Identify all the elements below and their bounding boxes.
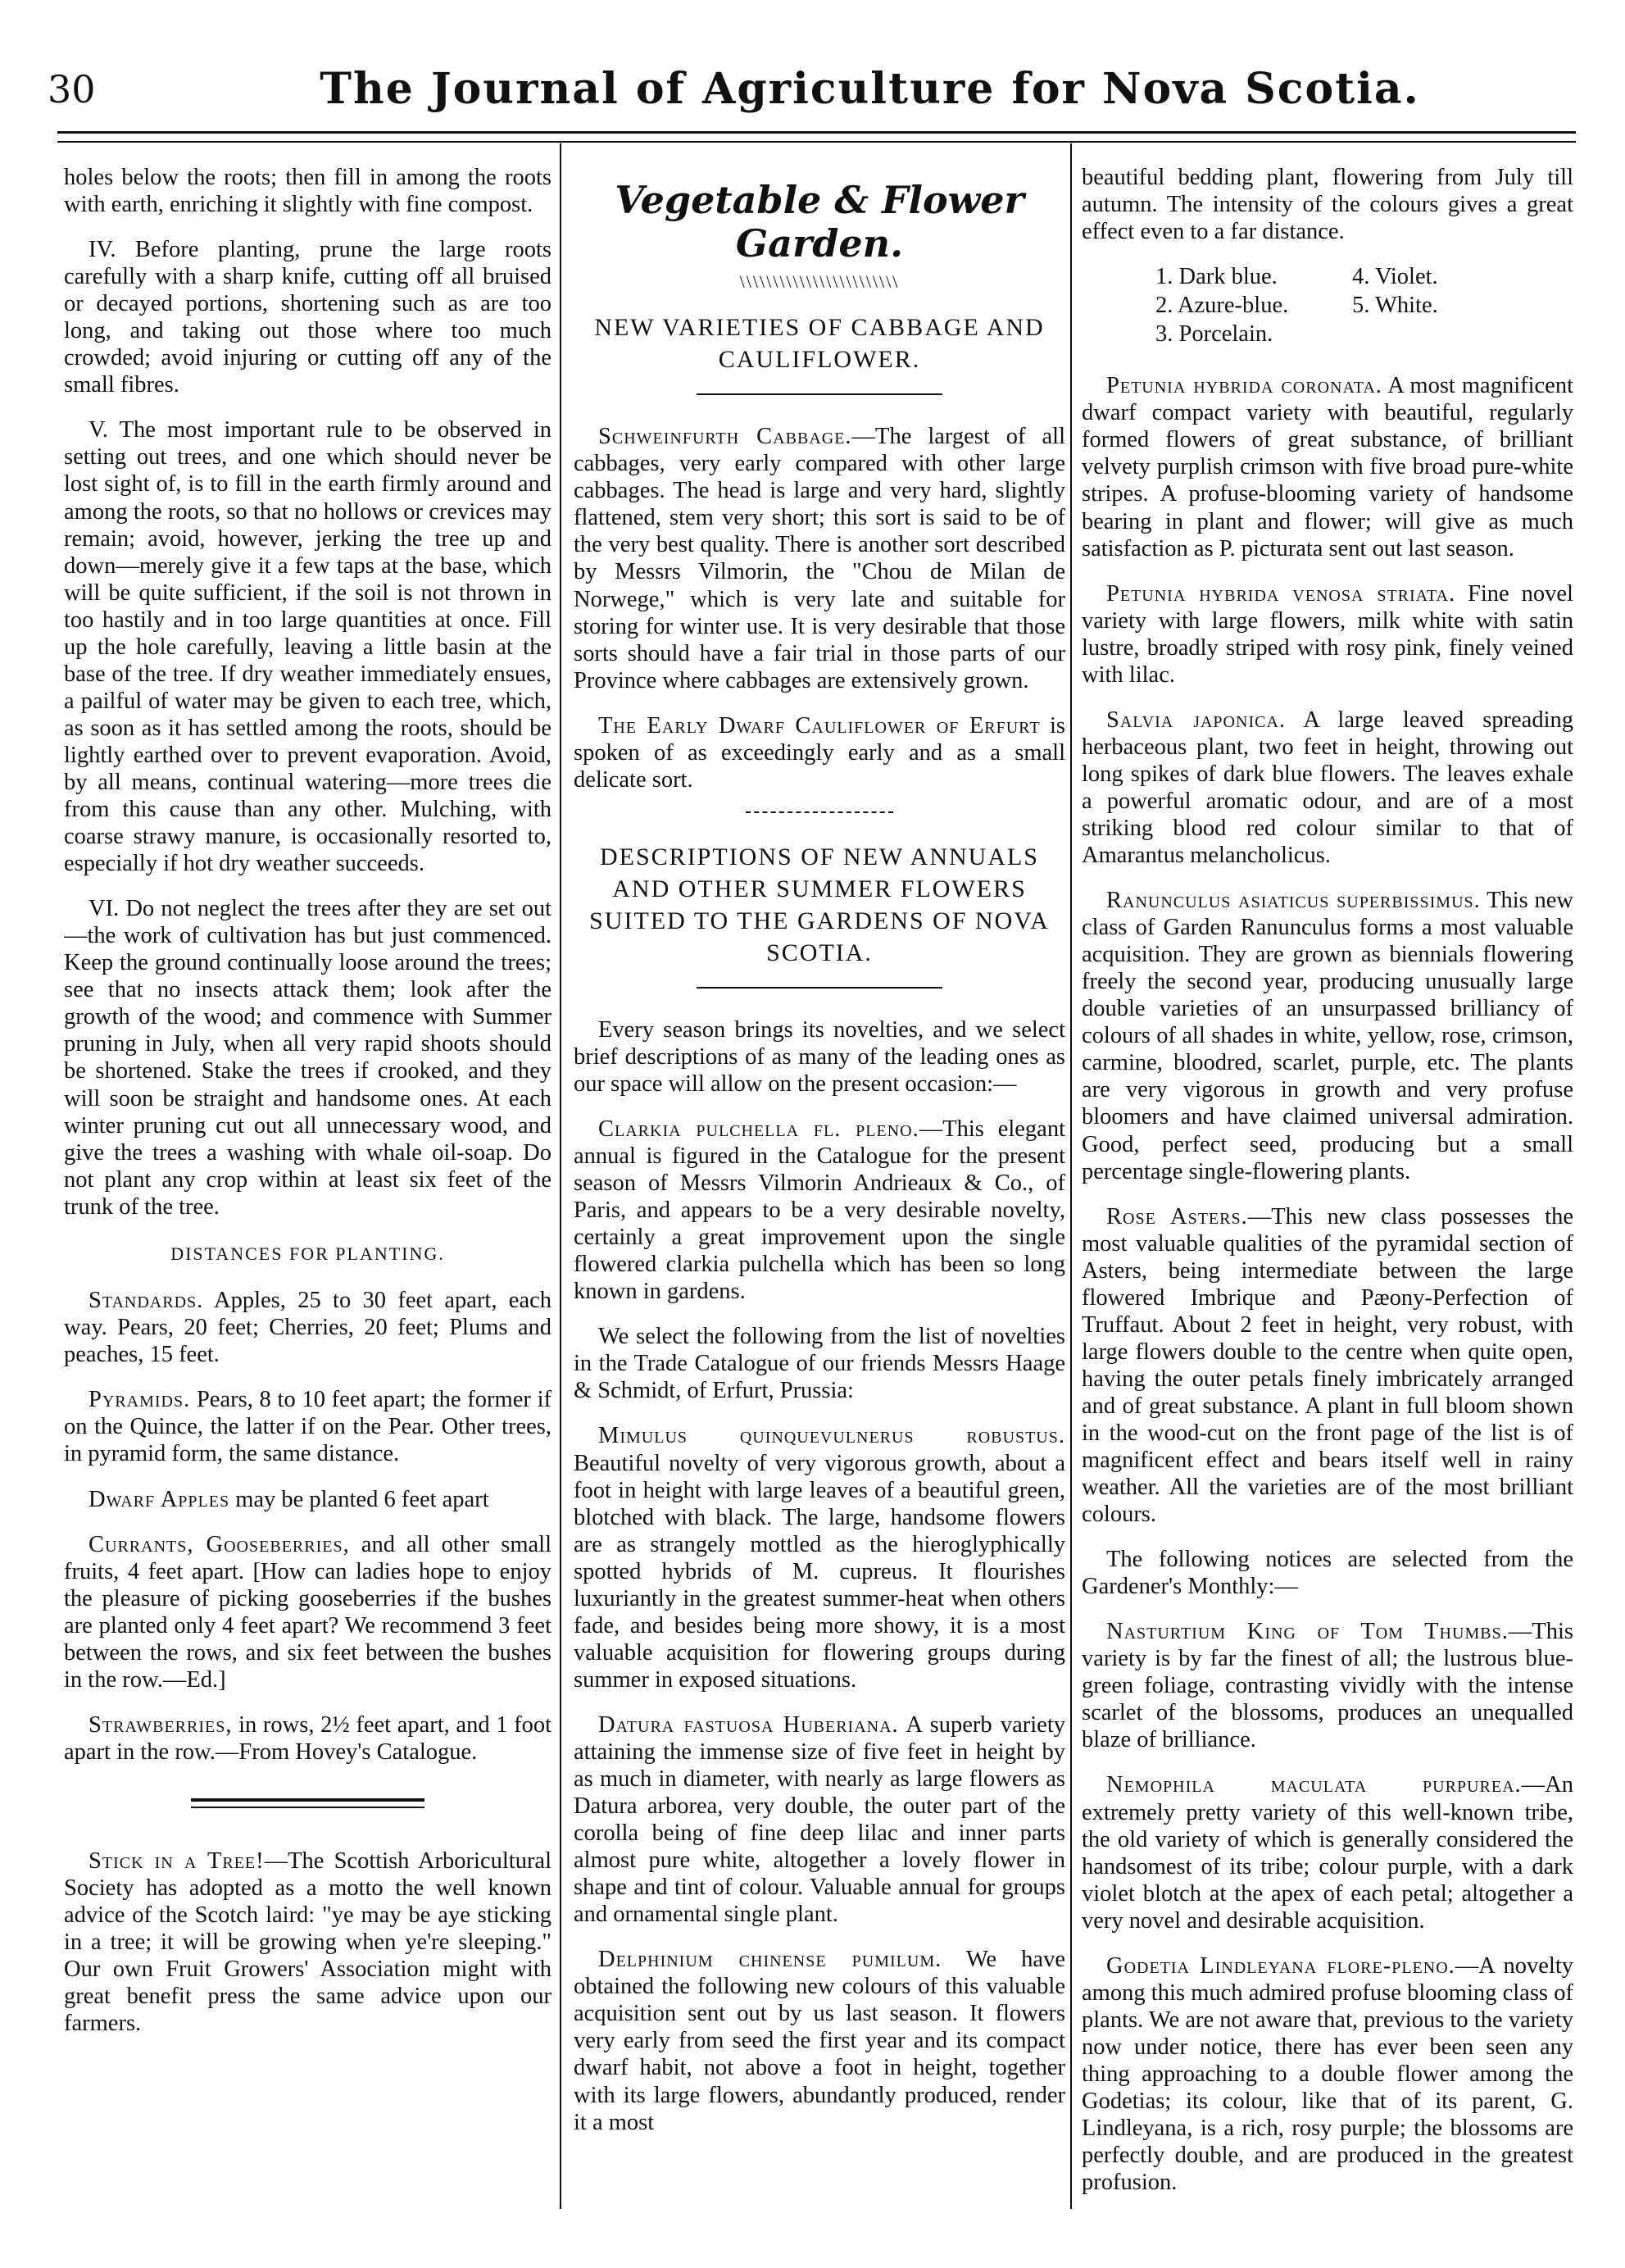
short-rule bbox=[697, 987, 942, 989]
run-in-heading: Clarkia pulchella fl. pleno. bbox=[598, 1116, 919, 1142]
colour-list bbox=[1155, 263, 1549, 348]
list-item: 2. Azure-blue. bbox=[1155, 293, 1289, 319]
column-right bbox=[1082, 164, 1573, 2197]
paragraph-stick-in-a-tree bbox=[64, 1848, 552, 2037]
paragraph-text: Pears, 8 to 10 feet apart; the former if on the Quince, the latter if on the Pear. Other trees, in pyramid form, the same distance. bbox=[64, 1387, 552, 1467]
paragraph: Every season brings its novelties, and we select brief descriptions of as many of the leading ones as our space will allow on the present occasion:— bbox=[574, 1016, 1065, 1097]
paragraph-text: is spoken of as exceedingly early and as a small delicate sort. bbox=[574, 712, 1065, 793]
run-in-heading: Nasturtium King of Tom Thumbs. bbox=[1106, 1619, 1509, 1645]
paragraph-text: A superb variety attaining the immense size of five feet in height by as much in diameter, with nearly as large flowers as Datura arborea, very double, the outer part of the corolla being of fine deep lilac and inner parts almost pure white, altogether a lovely flower in shape and tint of colour. Valuable annual for groups and ornamental single plant. bbox=[574, 1711, 1065, 1928]
paragraph: V. The most important rule to be observed in setting out trees, and one which should never be lost sight of, is to fill in the earth firmly around and among the roots, so that no hollows or crevices may remain; avoid, however, jerking the tree up and down—merely give it a few taps at the base, which will be quite sufficient, if the soil is not thrown in too hastily and in too large quantities at once. Fill up the hole carefully, leaving a little basin at the base of the tree. If dry weather immediately ensues, a pailful of water may be given to each tree, which, as soon as it has settled among the roots, should be lightly earthed over to prevent evaporation. Avoid, by all means, continual watering—more trees die from this cause than any other. Mulching, with coarse strawy manure, is occasionally resorted to, especially if hot dry weather succeeds. bbox=[64, 417, 552, 877]
paragraph-rose-asters bbox=[1082, 1203, 1573, 1529]
paragraph-petunia-venosa bbox=[1082, 580, 1573, 689]
paragraph-text: Beautiful novelty of very vigorous growth, about a foot in height with large leaves of a beautiful green, blotched with black. The large, handsome flowers are as strangely mottled as the hieroglyphically spotted hybrids of M. cupreus. It flourishes luxuriantly in the greatest summer-heat when others fade, and besides being more showy, it is a most valuable acquisition for flowering groups during summer in exposed situations. bbox=[574, 1450, 1065, 1693]
column-middle bbox=[574, 164, 1065, 2197]
paragraph-text: —The largest of all cabbages, very early compared with other large cabbages. The head is large and very hard, slightly flattened, stem very short; this sort is said to be of the very best quality. There is another sort described by Messrs Vilmorin, the "Chou de Milan de Norwege," which is very late and suitable for storing for winter use. It is very desirable that those sorts should have a fair trial in those parts of our Province where cabbages are extensively grown. bbox=[574, 424, 1065, 693]
column-left bbox=[64, 164, 552, 2197]
paragraph-cabbage bbox=[574, 423, 1065, 693]
run-in-heading: Salvia japonica. bbox=[1106, 707, 1287, 733]
paragraph-text: —The Scottish Arboricultural Society has adopted as a motto the well known advice of the Scotch laird: "ye may be aye sticking in a tree; it will be growing when ye're sleeping." Our own Fruit Growers' Association might with great benefit press the same advice upon our farmers. bbox=[64, 1848, 552, 2037]
paragraph-cauliflower bbox=[574, 712, 1065, 793]
run-in-heading: Standards. bbox=[89, 1288, 204, 1314]
section-title: Vegetable & Flower Garden. bbox=[615, 178, 1024, 266]
paragraph-godetia bbox=[1082, 1952, 1573, 2196]
paragraph: The following notices are selected from the Gardener's Monthly:— bbox=[1082, 1547, 1573, 1600]
run-in-heading: Petunia hybrida coronata. bbox=[1106, 373, 1382, 399]
paragraph-text: —This new class possesses the most valuable qualities of the pyramidal section of Asters, being intermediate between the large flowered Imbrique and Pæony-Perfection of Truffaut. About 2 feet in height, very robust, with large flowers double to the centre when quite open, having the outer petals finely imbricately arranged and of great substance. A plant in full bloom shown in the wood-cut on the front page of the list is of magnificent effect and bears itself well in rainy weather. All the varieties are of the most brilliant colours. bbox=[1082, 1203, 1573, 1528]
run-in-heading: Dwarf Apples bbox=[89, 1486, 230, 1512]
run-in-heading: Mimulus quinquevulnerus robustus. bbox=[598, 1423, 1065, 1449]
run-in-heading: Godetia Lindleyana flore-pleno. bbox=[1106, 1952, 1455, 1979]
list-item: 4. Violet. bbox=[1352, 264, 1438, 290]
article-heading: NEW VARIETIES OF CABBAGE AND CAULIFLOWER. bbox=[594, 314, 1045, 374]
list-item: 3. Porcelain. bbox=[1155, 321, 1273, 348]
paragraph: We select the following from the list of novelties in the Trade Catalogue of our friends Messrs Haage & Schmidt, of Erfurt, Prussia: bbox=[574, 1324, 1065, 1404]
header-rule-thin bbox=[57, 141, 1576, 143]
paragraph-dwarf-apples bbox=[64, 1486, 552, 1513]
run-in-heading: Schweinfurth Cabbage. bbox=[598, 424, 852, 450]
paragraph-text: Apples, 25 to 30 feet apart, each way. Pears, 20 feet; Cherries, 20 feet; Plums and peaches, 15 feet. bbox=[64, 1288, 552, 1368]
column-divider bbox=[560, 143, 561, 2209]
subheading-distances: DISTANCES FOR PLANTING. bbox=[170, 1243, 445, 1264]
paragraph-text: may be planted 6 feet apart bbox=[229, 1486, 489, 1512]
paragraph-strawberries bbox=[64, 1711, 552, 1766]
run-in-heading: Delphinium chinense pumilum. bbox=[598, 1947, 942, 1973]
paragraph-mimulus bbox=[574, 1422, 1065, 1693]
paragraph: VI. Do not neglect the trees after they are set out—the work of cultivation has but just commenced. Keep the ground continually loose around the trees; see that no insects attack them; look after the growth of the wood; and commence with Summer pruning in July, when all very rapid shoots should be shortened. Stake the trees if crooked, and they will soon be straight and handsome ones. At each winter pruning cut out all unnecessary wood, and give the trees a washing with whale oil-soap. Do not plant any crop within at least six feet of the trunk of the tree. bbox=[64, 896, 552, 1220]
paragraph-text: We have obtained the following new colours of this valuable acquisition sent out by us last season. It flowers very early from seed the first year and its compact dwarf habit, not above a foot in height, together with its large flowers, abundantly produced, render it a most bbox=[574, 1947, 1065, 2135]
paragraph-pyramids bbox=[64, 1386, 552, 1467]
paragraph-text: This new class of Garden Ranunculus forms a most valuable acquisition. They are grown as biennials flowering freely the second year, producing unusually large double varieties of an unsurpassed brilliancy of colours of all shades in white, yellow, rose, crimson, carmine, bloodred, scarlet, purple, etc. The plants are very vigorous in growth and very profuse bloomers and have claimed universal admiration. Good, perfect seed, producing but a small percentage single-flowering plants. bbox=[1082, 888, 1573, 1184]
run-in-heading: Nemophila maculata purpurea. bbox=[1106, 1772, 1522, 1798]
paragraph-text: and all other small fruits, 4 feet apart. [How can ladies hope to enjoy the pleasure of picking gooseberries if the bushes are planted only 4 feet apart? We recommend 3 feet between the rows, and six feet between the bushes in the row.—Ed.] bbox=[64, 1531, 552, 1693]
section-rule bbox=[191, 1798, 425, 1808]
list-item: 5. White. bbox=[1352, 293, 1438, 319]
paragraph-delphinium bbox=[574, 1946, 1065, 2135]
page-number: 30 bbox=[48, 67, 96, 111]
paragraph: IV. Before planting, prune the large roots carefully with a sharp knife, cutting off all bruised or decayed portions, shortening such as are too long, and taking out those where too much crowded; avoid injuring or cutting off any of the small fibres. bbox=[64, 237, 552, 398]
paragraph: holes below the roots; then fill in among the roots with earth, enriching it slightly with fine compost. bbox=[64, 165, 552, 218]
run-in-heading: Pyramids. bbox=[89, 1387, 191, 1413]
paragraph-text: —An extremely pretty variety of this well-known tribe, the old variety of which is generally considered the handsomest of its tribe; colour purple, with a dark violet blotch at the apex of each petal; altogether a very novel and desirable acquisition. bbox=[1082, 1772, 1573, 1934]
paragraph-text: Fine novel variety with large flowers, milk white with satin lustre, broadly striped with rosy pink, finely veined with lilac. bbox=[1082, 580, 1573, 688]
paragraph-ranunculus bbox=[1082, 887, 1573, 1185]
run-in-heading: The Early Dwarf Cauliflower of Erfurt bbox=[598, 712, 1041, 739]
paragraph-text: —This variety is by far the finest of all; the lustrous blue-green foliage, contrasting vividly with the intense scarlet of the blossoms, produces an unequalled blaze of brilliance. bbox=[1082, 1619, 1573, 1753]
column-divider bbox=[1070, 143, 1072, 2209]
ornamental-rule: \\\\\\\\\\\\\\\\\\\\\\\\ bbox=[739, 270, 900, 292]
run-in-heading: Rose Asters. bbox=[1106, 1203, 1248, 1229]
run-in-heading: Ranunculus asiaticus superbissimus. bbox=[1106, 888, 1481, 914]
paragraph-text: —This elegant annual is figured in the Catalogue for the present season of Messrs Vilmorin Andrieaux & Co., of Paris, and appears to be a very desirable novelty, certainly a great improvement upon the single flowered clarkia pulchella which has been so long known in gardens. bbox=[574, 1116, 1065, 1305]
journal-title: The Journal of Agriculture for Nova Scotia. bbox=[320, 64, 1420, 114]
dashed-rule bbox=[746, 811, 893, 813]
paragraph-text: A most magnificent dwarf compact variety with beautiful, regularly formed flowers of great substance, of brilliant velvety purplish crimson with five broad pure-white stripes. A profuse-blooming variety of handsome bearing in plant and flower; will give as much satisfaction as P. picturata sent out last season. bbox=[1082, 373, 1573, 561]
paragraph-nemophila bbox=[1082, 1771, 1573, 1934]
paragraph-petunia-coronata bbox=[1082, 372, 1573, 561]
run-in-heading: Petunia hybrida venosa striata. bbox=[1106, 580, 1456, 607]
article-heading: DESCRIPTIONS OF NEW ANNUALS AND OTHER SUMMER FLOWERS SUITED TO THE GARDENS OF NOVA SCOTIA. bbox=[589, 843, 1050, 966]
run-in-heading: Stick in a Tree! bbox=[89, 1848, 265, 1874]
paragraph-datura bbox=[574, 1711, 1065, 1928]
paragraph-text: in rows, 2½ feet apart, and 1 foot apart in the row.—From Hovey's Catalogue. bbox=[64, 1711, 552, 1765]
header-rule bbox=[57, 131, 1576, 134]
paragraph-currants bbox=[64, 1531, 552, 1693]
paragraph: beautiful bedding plant, flowering from July till autumn. The intensity of the colours gives a great effect even to a far distance. bbox=[1082, 165, 1573, 245]
paragraph-salvia bbox=[1082, 707, 1573, 869]
list-item: 1. Dark blue. bbox=[1155, 264, 1278, 290]
paragraph-text: —A novelty among this much admired profuse blooming class of plants. We are not aware that, previous to the variety now under notice, there has ever been seen any thing approaching to a double flower among the Godetias; its colour, like that of its parent, G. Lindleyana, is a rich, rosy purple; the blossoms are perfectly double, and are produced in the greatest profusion. bbox=[1082, 1952, 1573, 2196]
run-in-heading: Strawberries, bbox=[89, 1711, 233, 1738]
short-rule bbox=[697, 393, 942, 395]
run-in-heading: Currants, Gooseberries, bbox=[89, 1531, 350, 1557]
paragraph-text: A large leaved spreading herbaceous plant, two feet in height, throwing out long spikes of dark blue flowers. The leaves exhale a powerful aromatic odour, and are of a most striking blood red colour similar to that of Amarantus melancholicus. bbox=[1082, 707, 1573, 869]
paragraph-clarkia bbox=[574, 1116, 1065, 1305]
run-in-heading: Datura fastuosa Huberiana. bbox=[598, 1711, 899, 1738]
paragraph-standards bbox=[64, 1287, 552, 1368]
paragraph-nasturtium bbox=[1082, 1618, 1573, 1753]
